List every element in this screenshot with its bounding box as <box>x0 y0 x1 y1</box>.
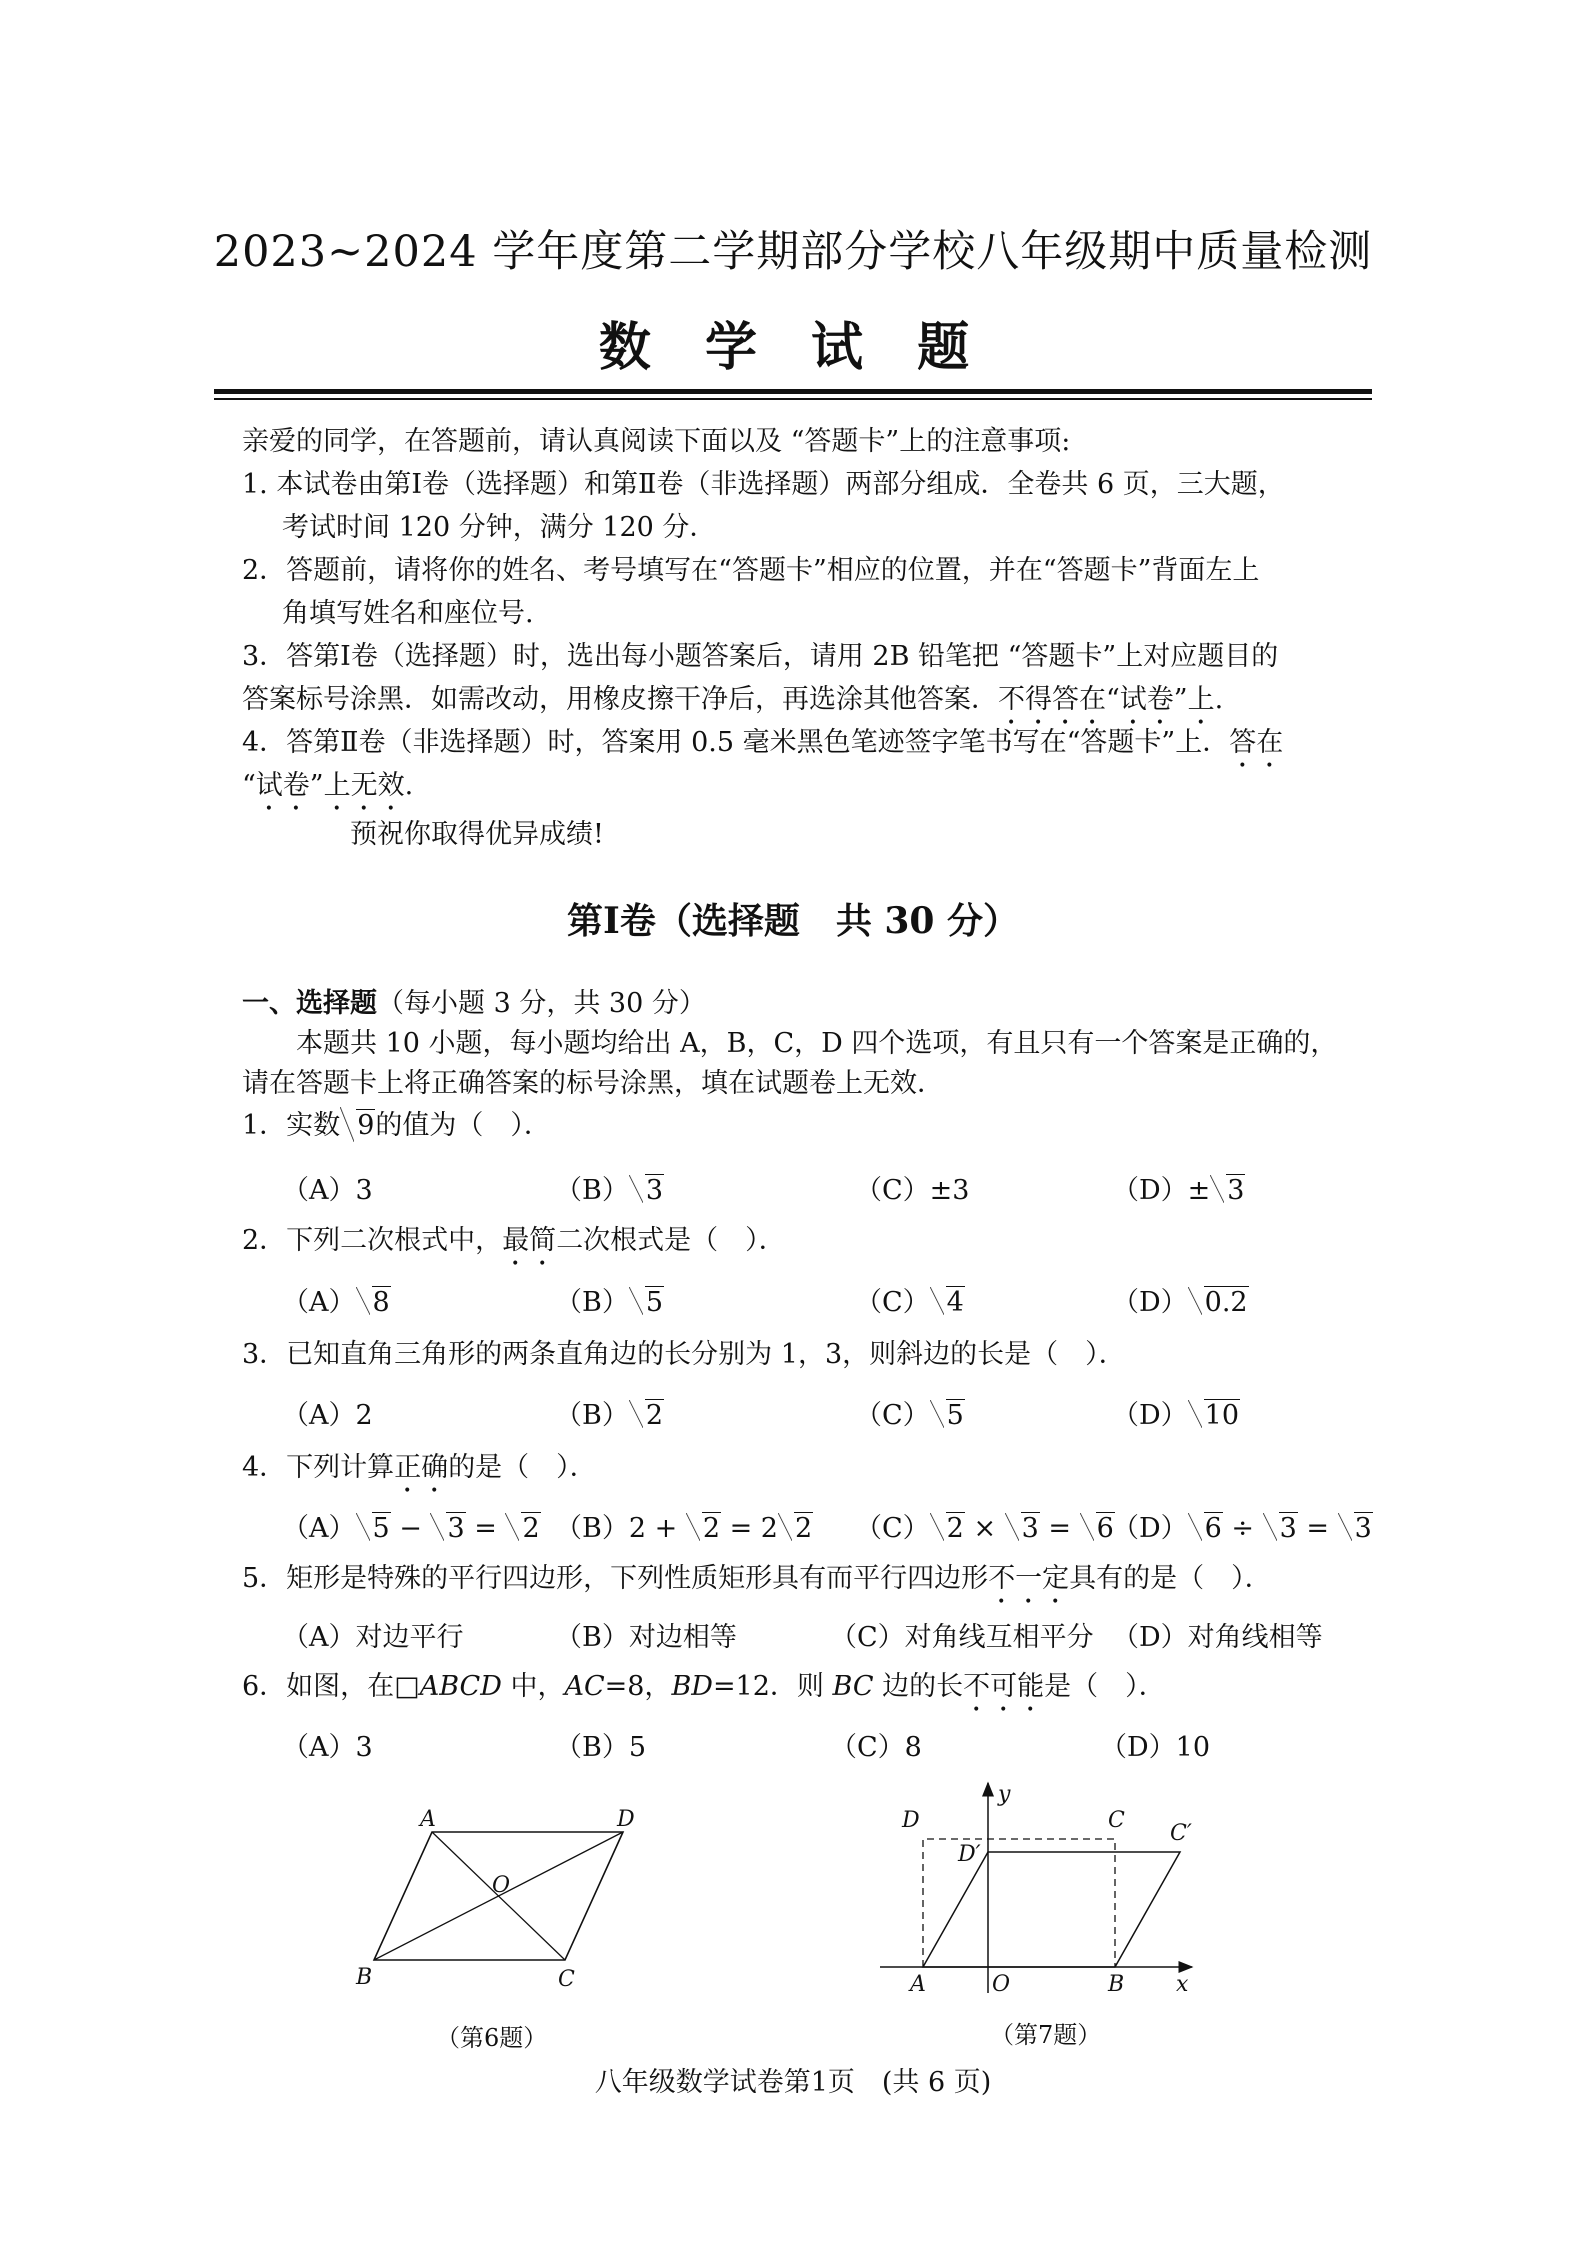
fig7-label-c-prime: C′ <box>1170 1821 1192 1846</box>
q4-c-radicand-2: 3 <box>1021 1513 1039 1544</box>
q4-d-label: （D） <box>1112 1513 1188 1544</box>
page-footer: 八年级数学试卷第1页 (共 6 页) <box>594 2067 992 2098</box>
q4-c-radicand-1: 2 <box>946 1513 964 1544</box>
q4-d-radicand-1: 6 <box>1204 1513 1222 1544</box>
q1-radical <box>340 1107 375 1145</box>
notice-item-1-cont: 考试时间 120 分钟，满分 120 分． <box>282 512 717 543</box>
q1-post: 的值为（ ）． <box>375 1110 551 1141</box>
q1-b-radical <box>629 1175 664 1206</box>
q1-radicand: 9 <box>357 1110 375 1141</box>
q4-a-label: （A） <box>282 1513 356 1544</box>
fig7-label-a: A <box>910 1972 926 1997</box>
q5-option-b: （B）对边相等 <box>555 1622 737 1653</box>
q2-emphasis: 最简 <box>502 1225 557 1256</box>
q3-b-label: （B） <box>555 1400 629 1431</box>
q3-c-radicand: 5 <box>946 1400 964 1431</box>
q4-b-radical-1 <box>686 1513 721 1544</box>
notice-item-4-cont <box>242 767 413 817</box>
notice-item-3-end: . <box>1214 684 1224 715</box>
header-rule-thick <box>214 389 1372 394</box>
q6-option-b: （B）5 <box>555 1732 647 1763</box>
q4-option-c <box>855 1506 1115 1545</box>
q2-d-radical <box>1188 1287 1249 1318</box>
q1-option-b <box>555 1168 664 1207</box>
notice-item-3-cont-text: 答案标号涂黑．如需改动，用橡皮擦干净后，再选涂其他答案． <box>242 684 998 715</box>
q3-d-radical <box>1188 1400 1240 1431</box>
section-instructions-cont: 请在答题卡上将正确答案的标号涂黑，填在试题卷上无效． <box>242 1068 944 1099</box>
q6-option-d: （D）10 <box>1100 1732 1211 1763</box>
q4-d-radical-2 <box>1263 1513 1298 1544</box>
q2-pre: 2．下列二次根式中， <box>242 1225 503 1256</box>
q2-c-label: （C） <box>855 1287 930 1318</box>
q6-parallelogram: □ABCD <box>394 1671 502 1702</box>
q2-d-radicand: 0.2 <box>1204 1287 1248 1318</box>
q1-d-label: （D）± <box>1112 1175 1211 1206</box>
q2-a-radical <box>356 1287 391 1318</box>
q4-option-b <box>555 1506 813 1545</box>
q4-a-radicand-2: 3 <box>447 1513 465 1544</box>
section-heading <box>242 985 706 1023</box>
section-heading-label: 一、选择题 <box>242 988 377 1019</box>
q4-d-radicand-2: 3 <box>1279 1513 1297 1544</box>
notice-item-4-text: 4．答第Ⅱ卷（非选择题）时，答案用 0.5 毫米黑色笔迹签字笔书写在“答题卡”上． <box>242 727 1230 758</box>
fig7-label-d-prime: D′ <box>958 1842 981 1867</box>
fig6-label-c: C <box>558 1967 575 1992</box>
q6-emphasis: 不可能 <box>963 1671 1045 1702</box>
q1-option-c: （C）±3 <box>855 1175 970 1206</box>
q6-pre: 6．如图，在 <box>242 1671 395 1702</box>
q5-emphasis: 不一定 <box>988 1563 1070 1594</box>
fig7-label-c: C <box>1108 1808 1125 1833</box>
q4-a-radical-3 <box>505 1513 540 1544</box>
notice-item-3-emphasis: 不得答在“试卷”上 <box>998 684 1215 715</box>
fig7-label-b: B <box>1108 1972 1125 1997</box>
q4-c-radical-3 <box>1080 1513 1115 1544</box>
fig7-label-x: x <box>1176 1972 1189 1997</box>
notice-item-2-cont: 角填写姓名和座位号. <box>282 598 534 629</box>
q2-option-a <box>282 1280 391 1319</box>
q6-option-a: （A）3 <box>282 1732 373 1763</box>
question-3-stem: 3．已知直角三角形的两条直角边的长分别为 1，3，则斜边的长是（ ）． <box>242 1339 1126 1370</box>
fig6-label-o: O <box>492 1873 511 1898</box>
q2-option-c <box>855 1280 965 1319</box>
section-heading-note: （每小题 3 分，共 30 分） <box>377 988 706 1019</box>
q4-option-d <box>1112 1506 1373 1545</box>
q3-option-d <box>1112 1393 1240 1432</box>
fig7-label-y: y <box>998 1782 1011 1807</box>
fig7-rectangle-dashed <box>923 1839 1115 1967</box>
q4-a-radicand-3: 2 <box>522 1513 540 1544</box>
q3-d-radicand: 10 <box>1204 1400 1240 1431</box>
question-4-stem <box>242 1449 597 1499</box>
q6-post: 是（ ）． <box>1044 1671 1166 1702</box>
q6-mid4: 边的长 <box>873 1671 964 1702</box>
q4-d-radicand-3: 3 <box>1354 1513 1372 1544</box>
q6-mid1: 中， <box>501 1671 565 1702</box>
q1-option-d <box>1112 1168 1245 1207</box>
q2-option-d <box>1112 1280 1249 1319</box>
q4-c-radicand-3: 6 <box>1096 1513 1114 1544</box>
notice-item-4-end: . <box>404 770 414 801</box>
section-title: 第Ⅰ卷（选择题 共 30 分） <box>566 900 1019 942</box>
q6-mid3: =12．则 <box>712 1671 833 1702</box>
section-instructions: 本题共 10 小题，每小题均给出 A，B，C，D 四个选项，有且只有一个答案是正确的， <box>296 1028 1338 1059</box>
q4-d-radical-1 <box>1188 1513 1223 1544</box>
q4-d-radical-3 <box>1338 1513 1373 1544</box>
question-5-stem <box>242 1560 1272 1610</box>
q6-bd: BD <box>671 1671 713 1702</box>
q3-d-label: （D） <box>1112 1400 1188 1431</box>
q2-c-radical <box>930 1287 965 1318</box>
q6-bc: BC <box>832 1671 874 1702</box>
q3-c-radical <box>930 1400 965 1431</box>
q4-b-label: （B）2 + <box>555 1513 686 1544</box>
q4-a-eq: = <box>465 1513 506 1544</box>
q4-c-label: （C） <box>855 1513 930 1544</box>
q5-option-c: （C）对角线互相平分 <box>830 1622 1094 1653</box>
q4-pre: 4．下列计算 <box>242 1452 395 1483</box>
q5-pre: 5．矩形是特殊的平行四边形，下列性质矩形具有而平行四边形 <box>242 1563 989 1594</box>
q5-option-d: （D）对角线相等 <box>1112 1622 1323 1653</box>
q4-a-radical-2 <box>430 1513 465 1544</box>
q3-option-b <box>555 1393 664 1432</box>
question-2-stem <box>242 1222 786 1272</box>
q4-c-eq: = <box>1039 1513 1080 1544</box>
question-6-stem <box>242 1668 1166 1718</box>
q2-b-radical <box>629 1287 664 1318</box>
figure-7-coordinate-diagram <box>880 1775 1220 2000</box>
q4-b-eq: = 2 <box>721 1513 778 1544</box>
q4-emphasis: 正确 <box>394 1452 449 1483</box>
q3-b-radical <box>629 1400 664 1431</box>
q2-a-label: （A） <box>282 1287 356 1318</box>
q3-option-a: （A）2 <box>282 1400 373 1431</box>
notice-item-4-emphasis: 答在 <box>1229 727 1284 758</box>
fig6-label-d: D <box>617 1807 635 1832</box>
q4-a-radical-1 <box>356 1513 391 1544</box>
exam-header-title: 2023~2024 学年度第二学期部分学校八年级期中质量检测 <box>213 227 1373 277</box>
figure-7-caption: （第7题） <box>990 2021 1102 2049</box>
q4-a-op: − <box>390 1513 431 1544</box>
q3-option-c <box>855 1393 965 1432</box>
q1-option-a: （A）3 <box>282 1175 373 1206</box>
q1-pre: 1．实数 <box>242 1110 341 1141</box>
q5-option-a: （A）对边平行 <box>282 1622 464 1653</box>
q2-a-radicand: 8 <box>372 1287 390 1318</box>
q4-option-a <box>282 1506 541 1545</box>
notice-item-2: 2．答题前，请将你的姓名、考号填写在“答题卡”相应的位置，并在“答题卡”背面左上 <box>242 555 1260 586</box>
q2-c-radicand: 4 <box>946 1287 964 1318</box>
q1-d-radicand: 3 <box>1227 1175 1245 1206</box>
question-1-stem <box>242 1107 551 1145</box>
q4-a-radicand-1: 5 <box>372 1513 390 1544</box>
fig6-label-a: A <box>420 1807 436 1832</box>
header-rule-thin <box>214 398 1372 400</box>
fig6-label-b: B <box>356 1965 373 1990</box>
notice-wish: 预祝你取得优异成绩! <box>350 819 604 850</box>
fig7-label-o: O <box>992 1972 1011 1997</box>
q1-d-radical <box>1210 1175 1245 1206</box>
notice-item-3: 3．答第Ⅰ卷（选择题）时，选出每小题答案后，请用 2B 铅笔把 “答题卡”上对应题目的 <box>242 641 1279 672</box>
q6-mid2: =8， <box>604 1671 672 1702</box>
fig7-label-d: D <box>902 1808 920 1833</box>
q4-post: 的是（ ）． <box>448 1452 597 1483</box>
q2-post: 二次根式是（ ）． <box>556 1225 786 1256</box>
exam-subject-title: 数 学 试 题 <box>598 317 988 378</box>
q2-d-label: （D） <box>1112 1287 1188 1318</box>
q2-b-radicand: 5 <box>645 1287 664 1318</box>
q4-d-eq: = <box>1297 1513 1338 1544</box>
q5-post: 具有的是（ ）． <box>1069 1563 1272 1594</box>
notice-intro: 亲爱的同学，在答题前，请认真阅读下面以及 “答题卡”上的注意事项: <box>242 426 1071 457</box>
q2-b-label: （B） <box>555 1287 629 1318</box>
notice-item-1: 1. 本试卷由第Ⅰ卷（选择题）和第Ⅱ卷（非选择题）两部分组成．全卷共 6 页，三大题， <box>242 469 1285 500</box>
q1-b-label: （B） <box>555 1175 629 1206</box>
q4-c-radical-1 <box>930 1513 965 1544</box>
q4-b-radicand-1: 2 <box>702 1513 720 1544</box>
figure-6-parallelogram <box>340 1800 660 2000</box>
q6-ac: AC <box>564 1671 605 1702</box>
q3-c-label: （C） <box>855 1400 930 1431</box>
q6-option-c: （C）8 <box>830 1732 922 1763</box>
q4-b-radicand-2: 2 <box>794 1513 813 1544</box>
q1-b-radicand: 3 <box>645 1175 664 1206</box>
notice-item-4-cont-emphasis: “试卷”上无效 <box>242 770 405 801</box>
fig7-parallelogram <box>923 1852 1180 1967</box>
figure-6-caption: （第6题） <box>436 2024 548 2052</box>
q3-b-radicand: 2 <box>645 1400 664 1431</box>
q4-b-radical-2 <box>778 1513 813 1544</box>
q4-d-op: ÷ <box>1222 1513 1263 1544</box>
q2-option-b <box>555 1280 664 1319</box>
q4-c-op: × <box>964 1513 1005 1544</box>
q4-c-radical-2 <box>1005 1513 1040 1544</box>
